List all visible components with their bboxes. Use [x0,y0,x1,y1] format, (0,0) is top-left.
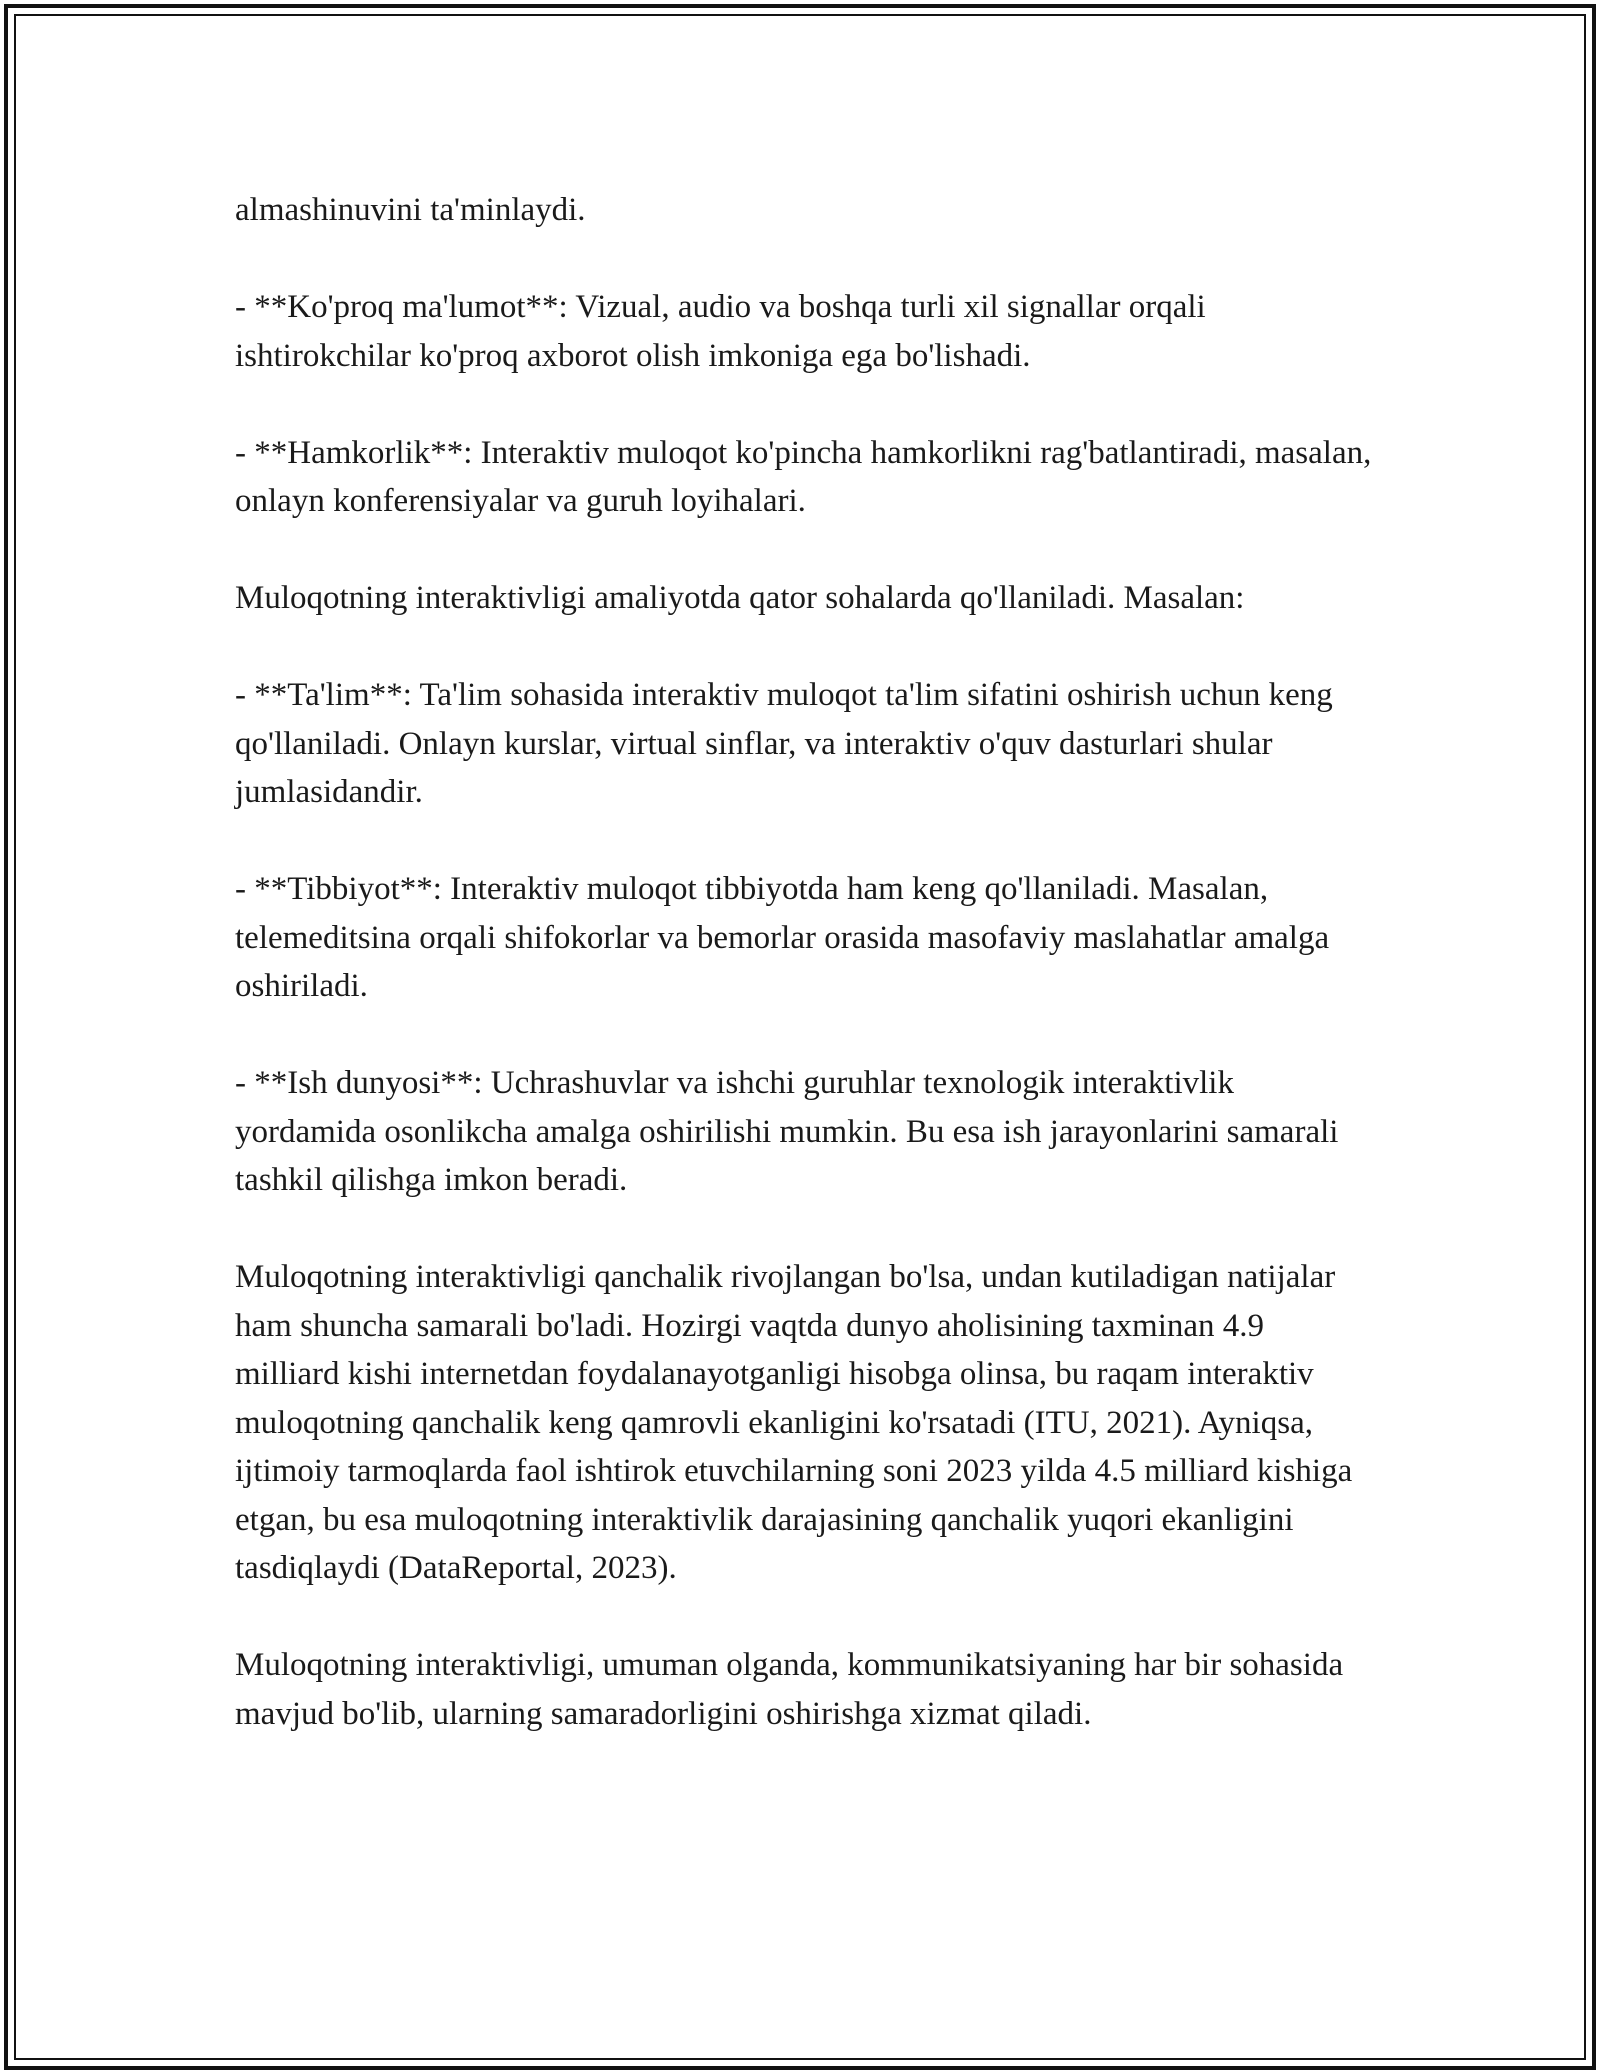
document-body [235,186,1375,1738]
paragraph-ish-dunyosi: - **Ish dunyosi**: Uchrashuvlar va ishchi guruhlar texnologik interaktivlik yordamida osonlikcha amalga oshirilishi mumkin. Bu esa ish jarayonlarini samarali tashkil qilishga imkon beradi. [235,1065,1339,1198]
paragraph-amaliyot-intro: Muloqotning interaktivligi amaliyotda qator sohalarda qo'llaniladi. Masalan: [235,580,1245,616]
paragraph-statistics: Muloqotning interaktivligi qanchalik rivojlangan bo'lsa, undan kutiladigan natijalar ham shuncha samarali bo'ladi. Hozirgi vaqtda dunyo aholisining taxminan 4.9 milliard kishi internetdan foydalanayotganligi hisobga olinsa, bu raqam interaktiv muloqotning qanchalik keng qamrovli ekanligini ko'rsatadi (ITU, 2021). Ayniqsa, ijtimoiy tarmoqlarda faol ishtirok etuvchilarning soni 2023 yilda 4.5 milliard kishiga etgan, bu esa muloqotning interaktivlik darajasining qanchalik yuqori ekanligini tasdiqlaydi (DataReportal, 2023). [235,1259,1353,1586]
paragraph-tibbiyot: - **Tibbiyot**: Interaktiv muloqot tibbiyotda ham keng qo'llaniladi. Masalan, telemeditsina orqali shifokorlar va bemorlar orasida masofaviy maslahatlar amalga oshiriladi. [235,871,1330,1004]
paragraph-koproq-malumot: - **Ko'proq ma'lumot**: Vizual, audio va boshqa turli xil signallar orqali ishtirokchilar ko'proq axborot olish imkoniga ega bo'lishadi. [235,289,1206,374]
paragraph-hamkorlik: - **Hamkorlik**: Interaktiv muloqot ko'pincha hamkorlikni rag'batlantiradi, masalan, onlayn konferensiyalar va guruh loyihalari. [235,434,1372,519]
paragraph-continuation: almashinuvini ta'minlaydi. [235,192,586,228]
paragraph-talim: - **Ta'lim**: Ta'lim sohasida interaktiv muloqot ta'lim sifatini oshirish uchun keng qo'llaniladi. Onlayn kurslar, virtual sinflar, va interaktiv o'quv dasturlari shular jumlasidandir. [235,677,1333,810]
paragraph-conclusion: Muloqotning interaktivligi, umuman olganda, kommunikatsiyaning har bir sohasida mavjud bo'lib, ularning samaradorligini oshirishga xizmat qiladi. [235,1647,1344,1732]
